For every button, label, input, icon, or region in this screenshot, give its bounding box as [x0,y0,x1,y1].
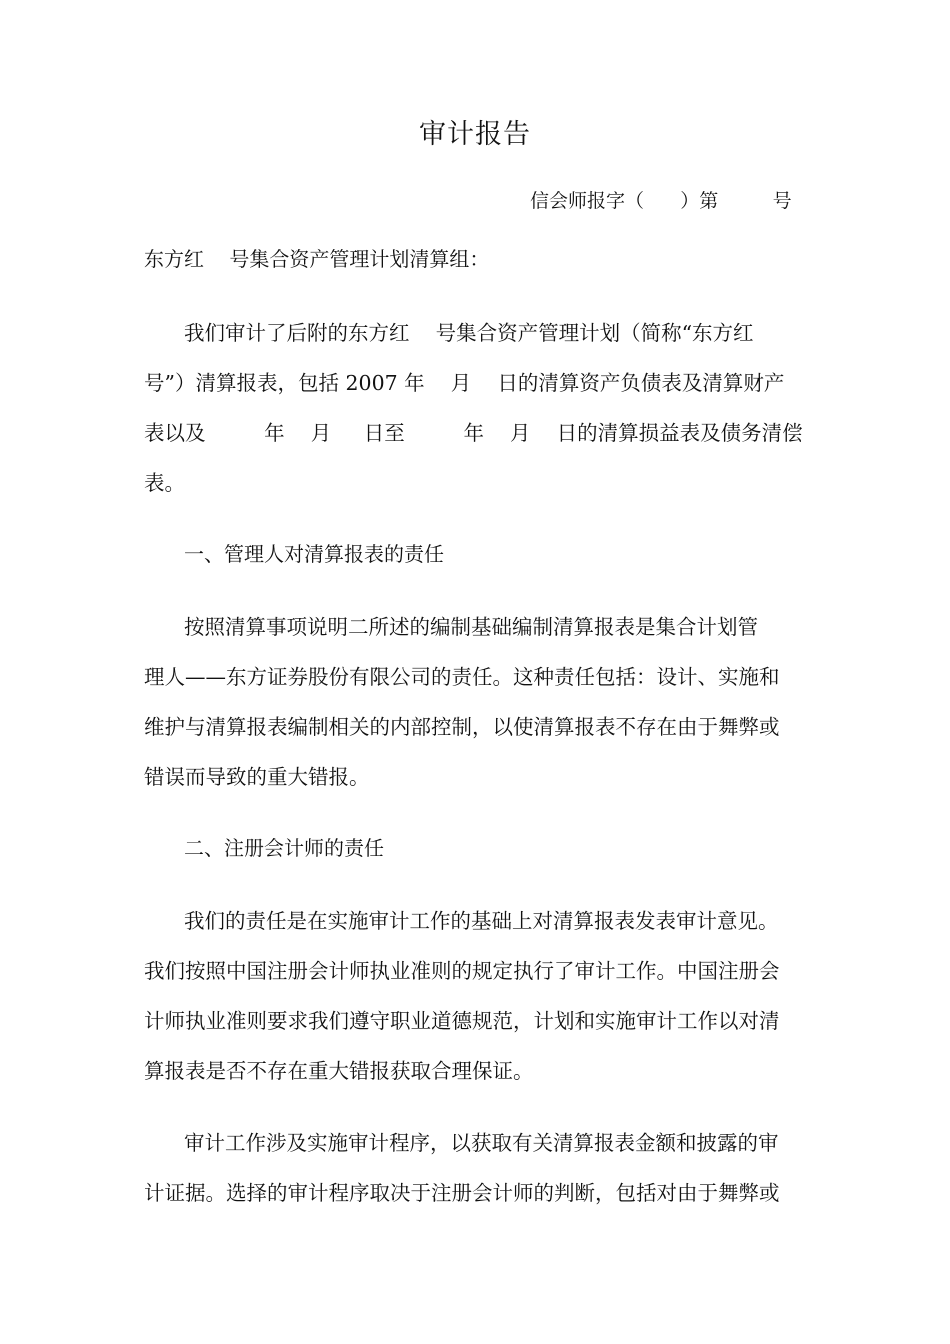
paragraph-2-line: 维护与清算报表编制相关的内部控制，以使清算报表不存在由于舞弊或 [144,715,780,739]
paragraph-4-line: 审计工作涉及实施审计程序，以获取有关清算报表金额和披露的审 [184,1131,779,1155]
addressee-line: 东方红 号集合资产管理计划清算组： [144,247,490,271]
paragraph-2-line: 错误而导致的重大错报。 [144,765,370,789]
page-title: 审计报告 [419,119,531,150]
paragraph-3-line: 我们的责任是在实施审计工作的基础上对清算报表发表审计意见。 [184,909,779,933]
paragraph-3-line: 算报表是否不存在重大错报获取合理保证。 [144,1059,534,1083]
report-reference-number: 信会师报字（ ）第 号 [530,190,792,212]
paragraph-4-line: 计证据。选择的审计程序取决于注册会计师的判断，包括对由于舞弊或 [144,1181,780,1205]
paragraph-3-line: 计师执业准则要求我们遵守职业道德规范，计划和实施审计工作以对清 [144,1009,780,1033]
section-heading-cpa-responsibility: 二、注册会计师的责任 [184,836,384,860]
paragraph-1-line: 表。 [144,471,185,495]
paragraph-2-line: 按照清算事项说明二所述的编制基础编制清算报表是集合计划管 [184,615,758,639]
paragraph-1-line: 我们审计了后附的东方红 号集合资产管理计划（简称“东方红 [184,321,754,345]
section-heading-management-responsibility: 一、管理人对清算报表的责任 [184,542,444,566]
paragraph-2-line: 理人——东方证券股份有限公司的责任。这种责任包括：设计、实施和 [144,665,780,689]
paragraph-3-line: 我们按照中国注册会计师执业准则的规定执行了审计工作。中国注册会 [144,959,780,983]
paragraph-1-line: 表以及 年 月 日至 年 月 日的清算损益表及债务清偿 [144,421,803,445]
paragraph-1-line: 号”）清算报表，包括 2007 年 月 日的清算资产负债表及清算财产 [144,371,785,395]
